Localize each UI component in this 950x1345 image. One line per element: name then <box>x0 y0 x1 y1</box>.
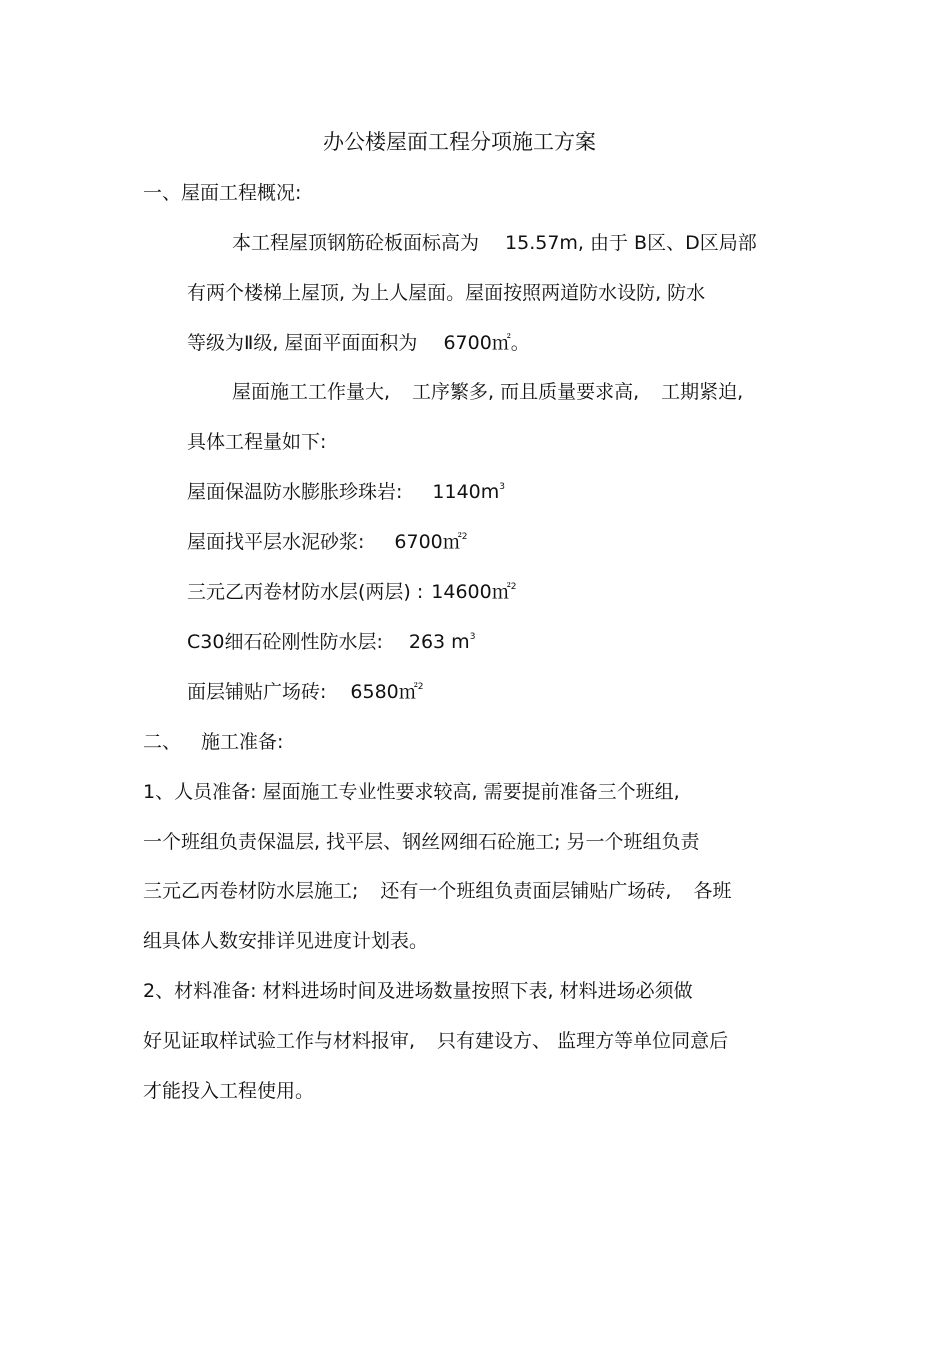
text-segment: 只有建设方、 监理方等单位同意后 <box>437 1030 729 1052</box>
quantity-unit-exponent: 2 <box>461 532 468 542</box>
paragraph-line <box>232 380 743 404</box>
text-segment: 具体工程量如下: <box>187 431 327 453</box>
text-segment: 各班 <box>693 880 732 902</box>
paragraph-line <box>187 281 705 305</box>
quantity-unit-exponent: 2 <box>417 682 424 692</box>
paragraph-line <box>143 929 428 953</box>
quantity-value: 6700㎡ <box>394 531 462 553</box>
paragraph-line <box>143 979 693 1003</box>
section-title: 施工准备: <box>201 731 284 753</box>
quantity-item <box>187 580 516 604</box>
text-segment: 屋面施工工作量大, <box>232 381 391 403</box>
quantity-label: C30细石砼刚性防水层: <box>187 631 383 653</box>
section-heading-overview: 一、屋面工程概况: <box>143 182 302 204</box>
text-segment: 工序繁多, 而且质量要求高, <box>412 381 640 403</box>
paragraph-line <box>187 430 326 454</box>
text-segment: 有两个楼梯上屋顶, 为上人屋面。屋面按照两道防水设防, 防水 <box>187 282 706 304</box>
document-title: 办公楼屋面工程分项施工方案 <box>323 130 596 154</box>
paragraph-line <box>232 231 757 255</box>
quantity-label: 三元乙丙卷材防水层(两层) : <box>187 581 424 603</box>
quantity-unit-exponent: 3 <box>499 482 506 492</box>
quantity-item <box>187 480 505 504</box>
quantity-item <box>187 530 468 554</box>
quantity-value: 1140m <box>432 481 500 503</box>
paragraph-line <box>143 1029 728 1053</box>
text-segment: 等级为Ⅱ级, 屋面平面面积为 <box>187 332 418 354</box>
quantity-item <box>187 680 424 704</box>
section-number: 二、 <box>143 731 182 753</box>
text-segment: 6700㎡。 <box>443 332 530 354</box>
quantity-unit-exponent: 2 <box>510 582 517 592</box>
quantity-label: 屋面找平层水泥砂浆: <box>187 531 365 553</box>
paragraph-line <box>143 879 731 903</box>
text-segment: 2、材料准备: 材料进场时间及进场数量按照下表, 材料进场必须做 <box>143 980 693 1002</box>
text-segment: 才能投入工程使用。 <box>143 1080 315 1102</box>
text-segment: 15.57m, 由于 B区、D区局部 <box>505 232 757 254</box>
paragraph-line <box>143 830 700 854</box>
quantity-value: 263 m <box>408 631 470 653</box>
quantity-unit-exponent: 3 <box>469 632 476 642</box>
text-segment: 一个班组负责保温层, 找平层、钢丝网细石砼施工; 另一个班组负责 <box>143 831 700 853</box>
paragraph-line <box>143 780 680 804</box>
quantity-value: 6580㎡ <box>350 681 418 703</box>
quantity-label: 屋面保温防水膨胀珍珠岩: <box>187 481 403 503</box>
quantity-label: 面层铺贴广场砖: <box>187 681 327 703</box>
paragraph-line <box>187 331 530 355</box>
text-segment: 1、人员准备: 屋面施工专业性要求较高, 需要提前准备三个班组, <box>143 781 680 803</box>
quantity-value: 14600㎡ <box>431 581 511 603</box>
text-segment: 好见证取样试验工作与材料报审, <box>143 1030 416 1052</box>
section-heading-preparation <box>143 730 283 754</box>
quantity-item <box>187 630 475 654</box>
text-segment: 组具体人数安排详见进度计划表。 <box>143 930 429 952</box>
paragraph-line <box>143 1079 314 1103</box>
text-segment: 三元乙丙卷材防水层施工; <box>143 880 359 902</box>
text-segment: 工期紧迫, <box>661 381 744 403</box>
text-segment: 本工程屋顶钢筋砼板面标高为 <box>232 232 480 254</box>
text-segment: 还有一个班组负责面层铺贴广场砖, <box>380 880 672 902</box>
